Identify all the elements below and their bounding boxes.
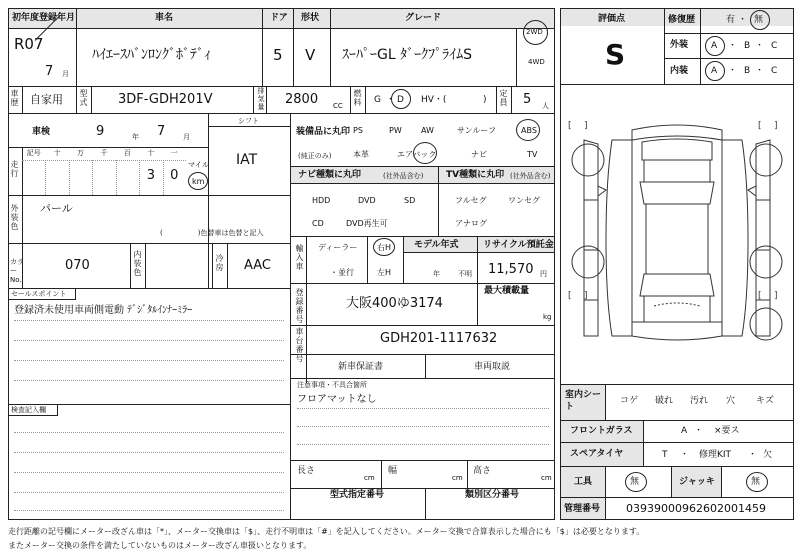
chassis-label: 車台番号 xyxy=(295,327,304,363)
car-name-label: 車名 xyxy=(155,13,174,23)
glass-sep: ・ xyxy=(694,426,704,436)
use-value: 自家用 xyxy=(30,93,63,106)
cc-unit: CC xyxy=(333,102,343,110)
shape-label: 形状 xyxy=(301,13,320,23)
model-year-label: モデル年式 xyxy=(414,240,459,250)
spare-sep1: ・ xyxy=(680,450,690,460)
glass-label: フロントガラス xyxy=(570,426,633,436)
yen-unit: 円 xyxy=(540,270,547,278)
exterior-a: A xyxy=(711,41,718,51)
sales-point: 登録済未使用車両側電動 ﾃﾞｼﾞﾀﾙｲﾝﾅｰﾐﾗｰ xyxy=(14,305,193,316)
dealer: ディーラー xyxy=(318,243,358,252)
insp-month: 7 xyxy=(157,124,166,139)
tools-value: 無 xyxy=(630,477,640,487)
abs-circle xyxy=(516,119,540,141)
drive-4wd: 4WD xyxy=(528,58,545,66)
fuel-label: 燃料 xyxy=(353,89,362,107)
odo-header-0: 記号 xyxy=(26,149,41,157)
tools-label: 工具 xyxy=(574,477,593,487)
svg-text:[: [ xyxy=(758,291,762,301)
interior-sep2: ・ xyxy=(755,66,765,76)
fuel-hv: HV・( xyxy=(421,95,447,105)
ac-label: 冷房 xyxy=(215,254,224,272)
footer-line1: 走行距離の記号欄にメーター改ざん車は「*」、メーター交換車は「$」、走行不明車は「#」を記入してください。メーター交換で合算表示した場合にも「$」は必要となります。 xyxy=(8,527,645,536)
interior-sep1: ・ xyxy=(728,66,738,76)
exterior-c: C xyxy=(771,41,778,51)
odo-divider xyxy=(92,160,93,195)
jack-label: ジャッキ xyxy=(679,477,715,487)
equip2-0: 本革 xyxy=(353,150,369,159)
tv-analog: アナログ xyxy=(455,219,487,228)
recycle-amount: 11,570 xyxy=(488,262,534,277)
month-unit: 月 xyxy=(62,70,69,78)
warranty: 新車保証書 xyxy=(338,362,384,372)
max-load-label: 最大積載量 xyxy=(484,286,530,296)
inspection-label: 車検 xyxy=(32,127,51,137)
displacement-label: 排気量 xyxy=(257,87,265,111)
odo-divider xyxy=(116,160,117,195)
equip-2: AW xyxy=(421,126,434,135)
inspector-label: 検査記入欄 xyxy=(11,406,46,414)
kg-unit: kg xyxy=(543,313,552,321)
model-year-unknown: 不明 xyxy=(458,270,472,278)
fuel-d: D xyxy=(397,95,404,105)
odo-divider xyxy=(69,160,70,195)
tv-oneseg: ワンセグ xyxy=(508,196,540,205)
glass-a: A xyxy=(681,426,688,436)
person-unit: 人 xyxy=(542,102,549,110)
reg-no-label: 登録番号 xyxy=(295,288,304,324)
manual: 車両取説 xyxy=(474,362,511,372)
svg-text:]: ] xyxy=(774,121,778,131)
score: S xyxy=(605,38,626,71)
odo-header-4: 百 xyxy=(123,149,131,157)
left-h: 左H xyxy=(377,268,392,277)
right-h: 右H xyxy=(377,243,392,252)
first-reg-label: 初年度登録年月 xyxy=(12,13,76,23)
tv-fullseg: フルセグ xyxy=(455,196,487,205)
navi-cd: CD xyxy=(312,219,324,228)
displacement: 2800 xyxy=(285,92,319,107)
equip2-1: エアバック xyxy=(397,150,437,159)
fuel-g: G xyxy=(374,95,381,105)
odo-header-3: 千 xyxy=(100,149,108,157)
model-value: 3DF-GDH201V xyxy=(118,92,213,107)
odo-header-6: 一 xyxy=(170,149,178,157)
repair-yes: 有 xyxy=(726,15,736,25)
tv-label: TV種類に丸印 xyxy=(446,170,505,180)
interior-a: A xyxy=(711,66,718,76)
width-cm: cm xyxy=(452,474,463,482)
ac-value: AAC xyxy=(244,258,271,273)
height-cm: cm xyxy=(541,474,552,482)
interior-label: 内装 xyxy=(670,66,689,76)
interior-sheet-item-4: キズ xyxy=(756,396,774,406)
repair-label: 修復歴 xyxy=(668,15,696,25)
footer-line2: またメーター交換の条件を満たしていないものはメーター改ざん車扱いとなります。 xyxy=(8,541,312,550)
airbag-circle xyxy=(413,142,437,164)
capacity-label: 定員 xyxy=(499,89,508,107)
svg-text:[: [ xyxy=(758,121,762,131)
mile-label: マイル xyxy=(188,161,209,169)
fuel-sep: ・ xyxy=(386,95,396,105)
odo-header-5: 十 xyxy=(147,149,155,157)
use-label: 車歴 xyxy=(10,89,19,107)
color-note: ( )色替車は色替と記入 xyxy=(160,229,264,237)
odo-header-1: 十 xyxy=(53,149,61,157)
height-label: 高さ xyxy=(473,466,492,476)
len-label: 長さ xyxy=(297,466,316,476)
score-label: 評価点 xyxy=(598,14,626,24)
equip-label: 装備品に丸印 xyxy=(296,127,351,137)
equip-0: PS xyxy=(353,126,363,135)
svg-text:]: ] xyxy=(584,121,588,131)
insp-year: 9 xyxy=(96,124,105,139)
width-label: 幅 xyxy=(388,466,398,476)
class-no-label: 類別区分番号 xyxy=(465,490,520,500)
exterior-sep1: ・ xyxy=(728,41,738,51)
shift-value: IAT xyxy=(236,152,258,168)
door-label: ドア xyxy=(270,13,288,23)
color-no-label: カラーNo. xyxy=(10,258,24,284)
navi-label: ナビ種類に丸印 xyxy=(298,170,362,180)
grade-label: グレード xyxy=(405,13,442,23)
navi-sub: (社外品含む) xyxy=(383,172,424,180)
equip-4: ABS xyxy=(521,126,537,135)
glass-repair: ×要ス xyxy=(714,426,740,436)
spare-label: スペアタイヤ xyxy=(570,449,624,459)
spare-missing: 欠 xyxy=(763,450,773,460)
navi-sd: SD xyxy=(404,196,416,205)
navi-hdd: HDD xyxy=(312,196,331,205)
equip2-2: ナビ xyxy=(471,150,487,159)
sales-point-label: セールスポイント xyxy=(11,290,67,298)
color-no: 070 xyxy=(65,258,90,273)
first-reg-year: R07 xyxy=(14,35,44,53)
svg-text:]: ] xyxy=(774,291,778,301)
len-cm: cm xyxy=(364,474,375,482)
navi-dvd: DVD xyxy=(358,196,376,205)
type-no-label: 型式指定番号 xyxy=(330,490,385,500)
grade: ｽｰﾊﾟｰGL ﾀﾞｰｸﾌﾟﾗｲﾑS xyxy=(342,47,472,63)
interior-sheet-item-0: コゲ xyxy=(620,396,639,406)
svg-text:]: ] xyxy=(584,291,588,301)
exterior-label: 外装 xyxy=(670,40,689,50)
mileage-label: 走行 xyxy=(10,160,19,178)
car-damage-diagram xyxy=(562,100,792,370)
svg-text:[: [ xyxy=(568,121,572,131)
navi-dvd-play: DVD再生可 xyxy=(346,219,388,228)
model-year-unit: 年 xyxy=(433,270,440,278)
repair-no: 無 xyxy=(754,15,764,25)
equip-1: PW xyxy=(389,126,402,135)
parallel: ・並行 xyxy=(330,268,354,277)
tv-sub: (社外品含む) xyxy=(510,172,551,180)
car-name: ﾊｲｴｰｽﾊﾞﾝﾛﾝｸﾞﾎﾞﾃﾞｨ xyxy=(92,47,211,63)
spare-kit: 修理KIT xyxy=(699,450,732,460)
interior-c: C xyxy=(771,66,778,76)
repair-sep: ・ xyxy=(738,15,748,25)
equip2-3: TV xyxy=(527,150,538,159)
model-label: 型式 xyxy=(79,89,88,107)
import-label: 輸入車 xyxy=(295,244,304,271)
shape: V xyxy=(305,46,316,64)
chassis-no: GDH201-1117632 xyxy=(380,331,498,346)
exterior-sep2: ・ xyxy=(755,41,765,51)
odo-digit-5: 0 xyxy=(170,168,179,183)
capacity: 5 xyxy=(523,92,532,107)
spare-t: T xyxy=(662,450,668,460)
color-value: パール xyxy=(40,202,73,215)
svg-text:[: [ xyxy=(568,291,572,301)
interior-sheet-item-2: 汚れ xyxy=(690,396,709,406)
year-unit: 年 xyxy=(132,133,139,141)
shift-label: シフト xyxy=(238,117,259,125)
fuel-close: ) xyxy=(483,95,487,105)
notes: フロアマットなし xyxy=(297,394,377,405)
equip-3: サンルーフ xyxy=(457,126,496,135)
interior-sheet-label: 室内シート xyxy=(565,390,602,412)
odo-digits xyxy=(22,160,186,195)
mgmt-value: 03939000962602001459 xyxy=(626,502,766,515)
km-unit: km xyxy=(192,177,205,186)
doors: 5 xyxy=(273,46,283,64)
spare-sep2: ・ xyxy=(748,450,758,460)
recycle-label: リサイクル預託金 xyxy=(483,240,554,250)
equip-sub: (純正のみ) xyxy=(298,152,332,160)
mgmt-label: 管理番号 xyxy=(564,504,601,514)
odo-header-2: 万 xyxy=(77,149,85,157)
drive-2wd: 2WD xyxy=(526,28,543,36)
color-label: 外装色 xyxy=(10,204,19,231)
interior-color-label: 内装色 xyxy=(133,250,142,277)
exterior-b: B xyxy=(744,41,751,51)
interior-sheet-item-1: 破れ xyxy=(655,396,674,406)
odo-header xyxy=(22,149,186,159)
odo-digit-4: 3 xyxy=(146,168,155,183)
interior-b: B xyxy=(744,66,751,76)
insp-month-unit: 月 xyxy=(183,133,190,141)
notes-label: 注意事項・不具合箇所 xyxy=(297,381,367,389)
odo-divider xyxy=(45,160,46,195)
first-reg-month: 7 xyxy=(45,64,54,79)
jack-value: 無 xyxy=(751,477,761,487)
reg-no: 大阪400ゆ3174 xyxy=(346,296,443,311)
interior-sheet-item-3: 穴 xyxy=(726,396,736,406)
